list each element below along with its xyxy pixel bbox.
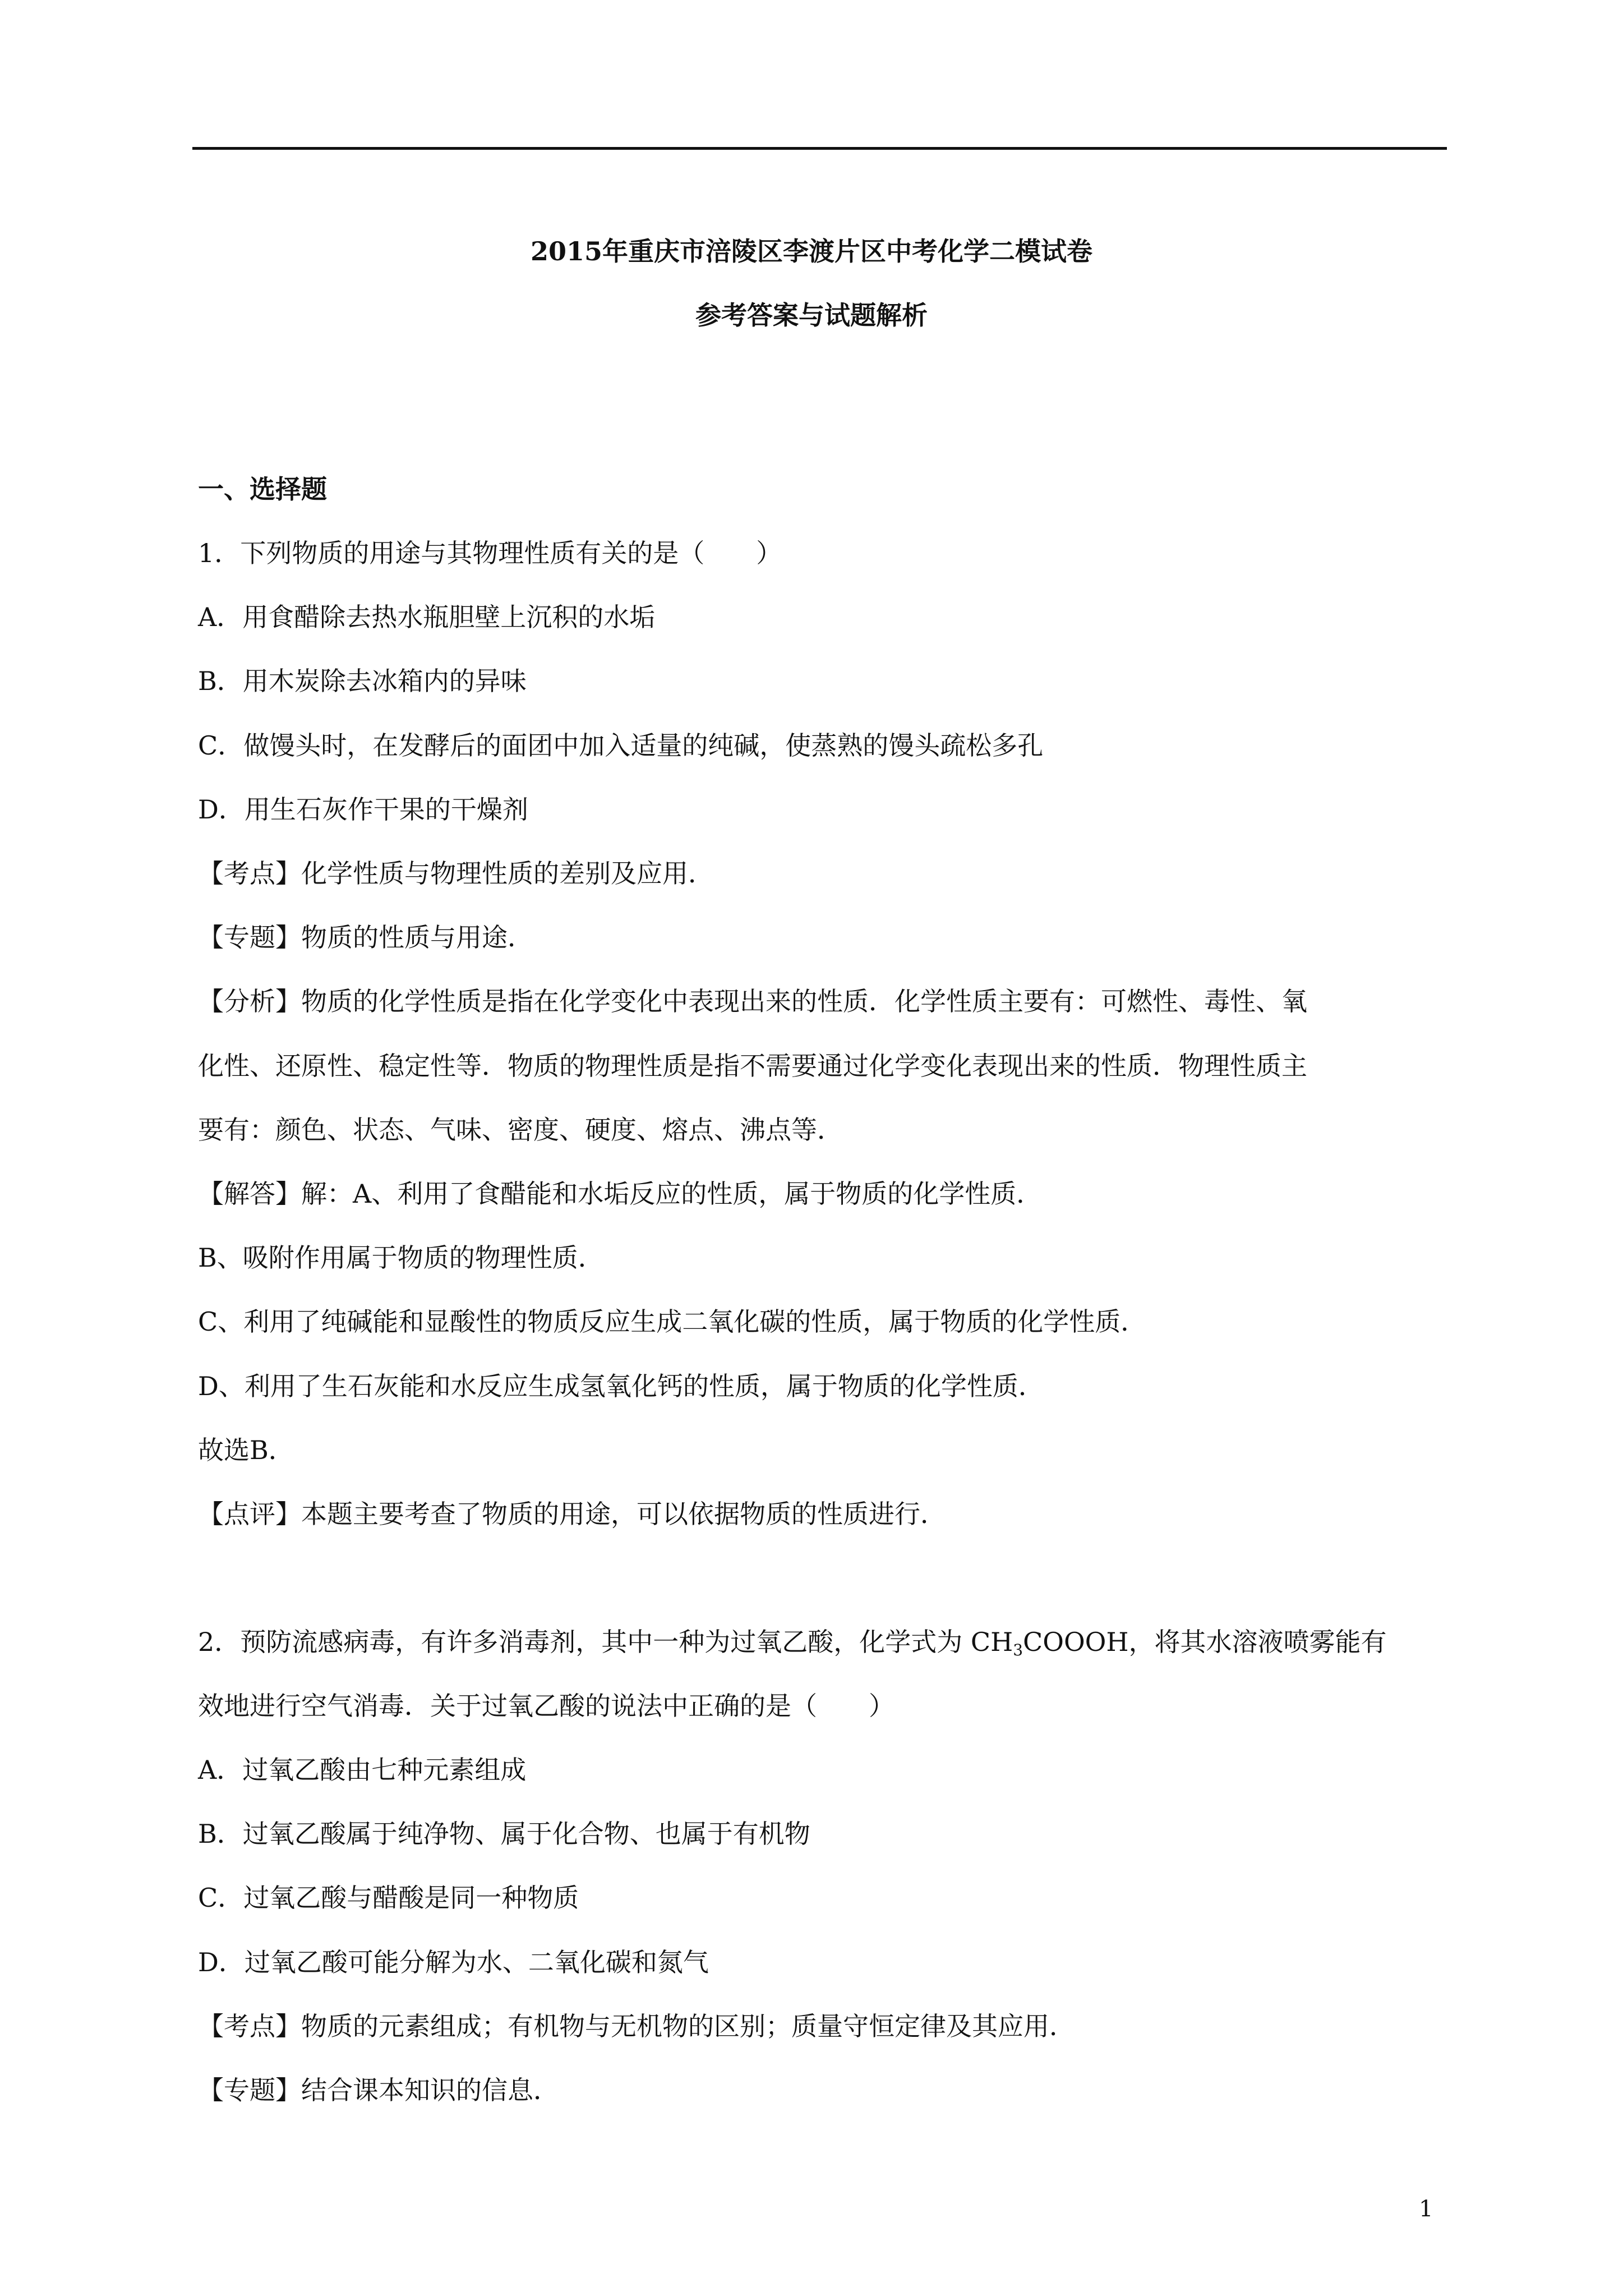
question-1-jieda-line-3: C、利用了纯碱能和显酸性的物质反应生成二氧化碳的性质，属于物质的化学性质． bbox=[198, 1306, 1147, 1337]
question-1-stem: 1．下列物质的用途与其物理性质有关的是（ ） bbox=[198, 538, 782, 568]
question-2-stem-before: 2．预防流感病毒，有许多消毒剂，其中一种为过氧乙酸，化学式为 CH bbox=[198, 1627, 1013, 1657]
section-heading: 一、选择题 bbox=[198, 474, 327, 504]
question-2-stem-line-1 bbox=[198, 1622, 1386, 1659]
question-2-option-b: B．过氧乙酸属于纯净物、属于化合物、也属于有机物 bbox=[198, 1819, 810, 1849]
question-1-zhuanti: 【专题】物质的性质与用途． bbox=[198, 922, 533, 953]
question-1-option-b: B．用木炭除去冰箱内的异味 bbox=[198, 666, 527, 696]
page-subtitle: 参考答案与试题解析 bbox=[695, 300, 928, 330]
question-1-option-c: C．做馒头时，在发酵后的面团中加入适量的纯碱，使蒸熟的馒头疏松多孔 bbox=[198, 730, 1044, 761]
question-1-option-d: D．用生石灰作干果的干燥剂 bbox=[198, 794, 528, 825]
formula-subscript: 3 bbox=[1013, 1641, 1023, 1659]
question-2-option-a: A．过氧乙酸由七种元素组成 bbox=[198, 1755, 527, 1785]
question-2-option-c: C．过氧乙酸与醋酸是同一种物质 bbox=[198, 1883, 579, 1913]
question-1-option-a: A．用食醋除去热水瓶胆壁上沉积的水垢 bbox=[198, 602, 656, 632]
question-1-kaodian: 【考点】化学性质与物理性质的差别及应用． bbox=[198, 858, 714, 889]
question-1-jieda-line-2: B、吸附作用属于物质的物理性质． bbox=[198, 1243, 604, 1273]
question-2-stem-line-2: 效地进行空气消毒．关于过氧乙酸的说法中正确的是（ ） bbox=[198, 1691, 895, 1721]
page-title: 2015年重庆市涪陵区李渡片区中考化学二模试卷 bbox=[530, 236, 1093, 266]
header-rule bbox=[192, 147, 1447, 150]
question-2-option-d: D．过氧乙酸可能分解为水、二氧化碳和氮气 bbox=[198, 1947, 709, 1977]
question-1-fenxi-line-1: 【分析】物质的化学性质是指在化学变化中表现出来的性质．化学性质主要有：可燃性、毒性、氧 bbox=[198, 986, 1307, 1016]
question-1-fenxi-line-3: 要有：颜色、状态、气味、密度、硬度、熔点、沸点等． bbox=[198, 1115, 843, 1145]
question-2-stem-after: COOOH，将其水溶液喷雾能有 bbox=[1023, 1627, 1387, 1657]
page-number: 1 bbox=[1419, 2196, 1433, 2222]
question-1-fenxi-line-2: 化性、还原性、稳定性等．物质的物理性质是指不需要通过化学变化表现出来的性质．物理性质主 bbox=[198, 1051, 1307, 1081]
question-2-kaodian: 【考点】物质的元素组成；有机物与无机物的区别；质量守恒定律及其应用． bbox=[198, 2011, 1075, 2041]
question-1-jieda-line-4: D、利用了生石灰能和水反应生成氢氧化钙的性质，属于物质的化学性质． bbox=[198, 1371, 1044, 1401]
question-1-answer: 故选B． bbox=[198, 1435, 294, 1465]
question-2-zhuanti: 【专题】结合课本知识的信息． bbox=[198, 2075, 559, 2105]
question-1-jieda-line-1: 【解答】解：A、利用了食醋能和水垢反应的性质，属于物质的化学性质． bbox=[198, 1179, 1043, 1209]
question-1-dianping: 【点评】本题主要考查了物质的用途，可以依据物质的性质进行． bbox=[198, 1499, 946, 1529]
